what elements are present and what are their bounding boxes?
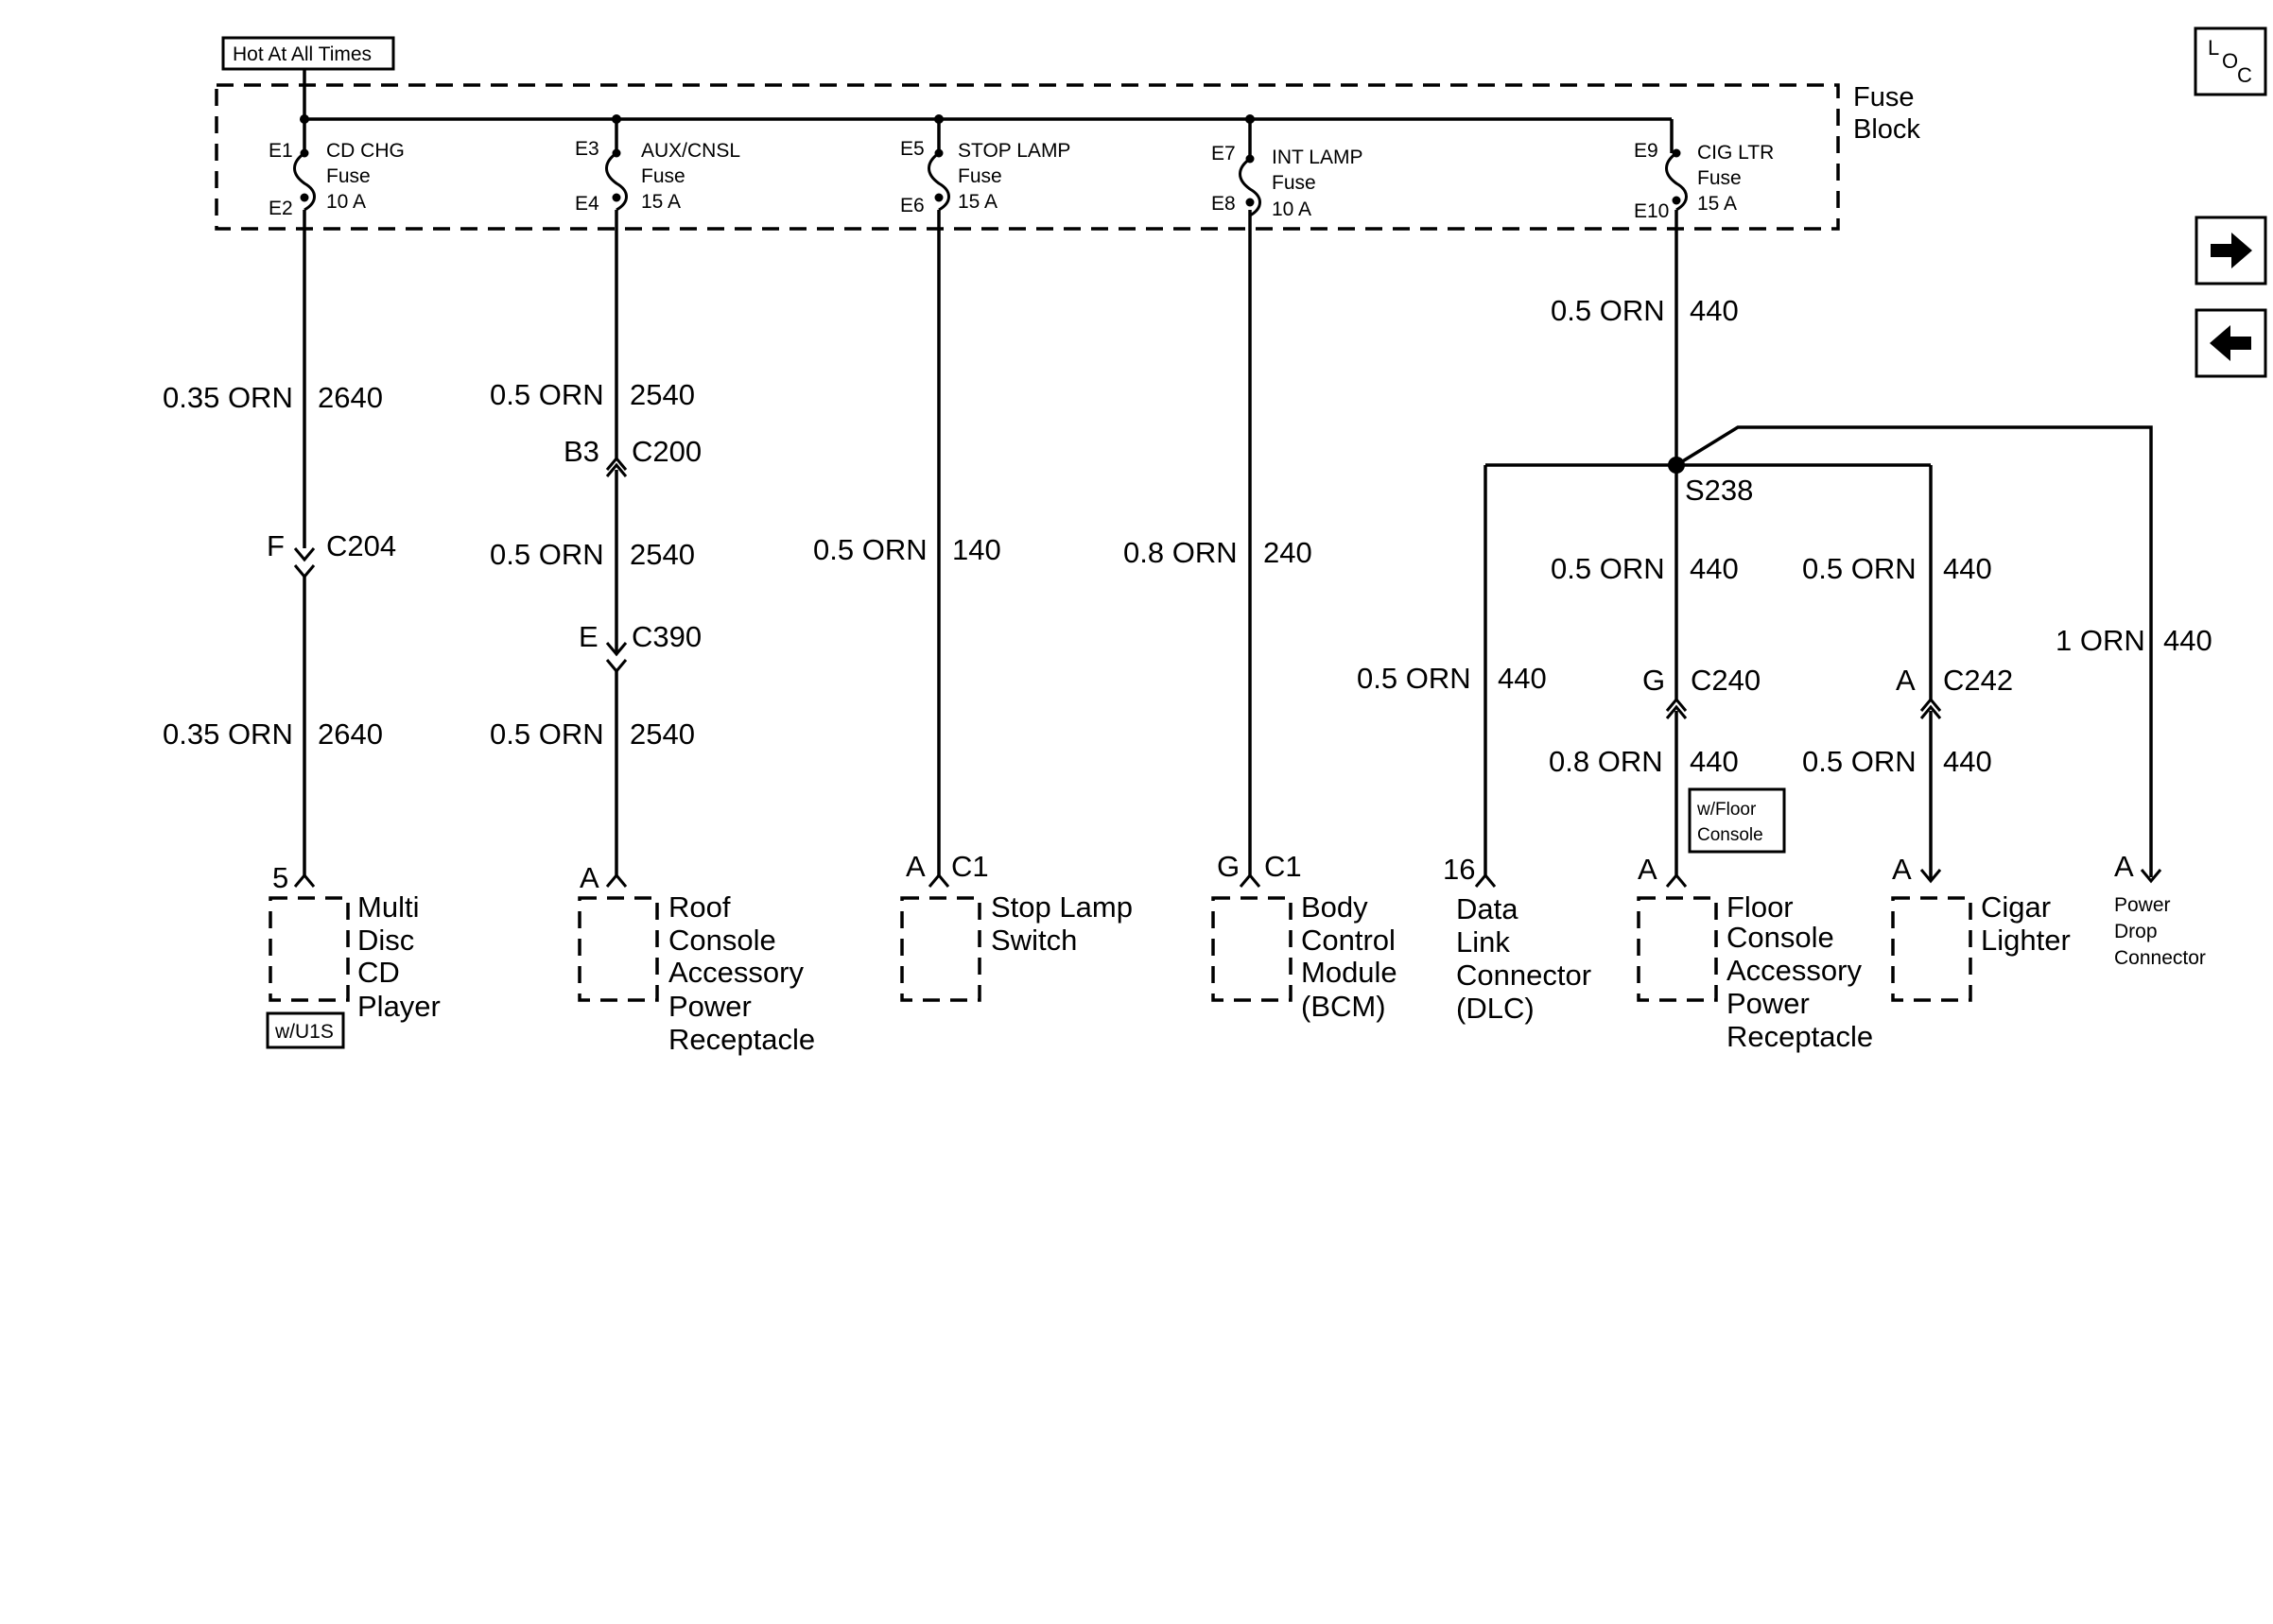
circuit-cig-ltr — [1485, 210, 2160, 881]
loc-o: O — [2222, 49, 2239, 73]
floor-upper-circuit: 440 — [1690, 552, 1739, 585]
floor-console-option-tag — [1690, 789, 1784, 852]
c390-name: C390 — [632, 620, 703, 653]
location-icon[interactable] — [2195, 28, 2265, 95]
c200-name: C200 — [632, 435, 703, 468]
fuse-cd-chg-name: CD CHG — [326, 140, 405, 162]
fuse-block-label-1: Fuse — [1853, 82, 1915, 112]
fuse-cd-chg-rating: 10 A — [326, 191, 367, 213]
cd-player-line-3: CD — [357, 956, 400, 989]
fuse-int-lamp-name: INT LAMP — [1272, 147, 1363, 168]
fuse-cig-ltr-word: Fuse — [1697, 167, 1742, 189]
circuit-bcm — [1123, 210, 1312, 887]
c200-pin: B3 — [564, 435, 599, 468]
floor-upper-gauge: 0.5 ORN — [1551, 552, 1665, 585]
cig-main-circuit: 440 — [1690, 294, 1739, 327]
c240-name: C240 — [1691, 664, 1761, 697]
roof-3-gauge: 0.5 ORN — [490, 717, 604, 751]
cig-main-gauge: 0.5 ORN — [1551, 294, 1665, 327]
cd-player-line-4: Player — [357, 990, 441, 1023]
floor-console-line-3: Accessory — [1726, 954, 1862, 987]
stop-switch-line-1: Stop Lamp — [991, 890, 1133, 924]
pdc-circuit: 440 — [2163, 624, 2212, 657]
component-roof-console-receptacle — [580, 861, 815, 1056]
hot-label: Hot At All Times — [233, 43, 373, 65]
bcm-gauge: 0.8 ORN — [1123, 536, 1238, 569]
fuse-cig-ltr-rating: 15 A — [1697, 193, 1738, 215]
fuse-stop-lamp-top-pin: E5 — [900, 138, 925, 160]
cigar-upper-circuit: 440 — [1943, 552, 1992, 585]
hot-at-all-times-tag — [223, 38, 393, 121]
cigar-lower-gauge: 0.5 ORN — [1802, 745, 1917, 778]
cigar-upper-gauge: 0.5 ORN — [1802, 552, 1917, 585]
bcm-line-4: (BCM) — [1301, 990, 1386, 1023]
circuit-cd-player — [163, 210, 396, 887]
branch-power-drop — [2056, 624, 2212, 657]
floor-console-line-5: Receptacle — [1726, 1020, 1874, 1053]
power-drop-line-1: Power — [2114, 894, 2171, 916]
power-drop-pin: A — [2114, 850, 2134, 883]
fuse-int-lamp — [1211, 119, 1362, 220]
fuse-int-lamp-word: Fuse — [1272, 172, 1316, 194]
roof-2-gauge: 0.5 ORN — [490, 538, 604, 571]
floor-console-line-1: Floor — [1726, 890, 1794, 924]
splice-s238-label: S238 — [1685, 474, 1754, 507]
fuse-stop-lamp-bottom-pin: E6 — [900, 195, 925, 216]
c204-pin: F — [267, 529, 285, 562]
stop-switch-line-2: Switch — [991, 924, 1078, 957]
c390-pin: E — [579, 620, 599, 653]
cd-player-pin: 5 — [272, 861, 289, 894]
roof-console-line-5: Receptacle — [668, 1023, 816, 1056]
stop-switch-pin: A — [906, 850, 926, 883]
component-cigar-lighter — [1892, 853, 2071, 1000]
dlc-line-1: Data — [1456, 892, 1518, 925]
stop-switch-conn: C1 — [951, 850, 989, 883]
fuse-int-lamp-top-pin: E7 — [1211, 143, 1236, 164]
bcm-pin: G — [1217, 850, 1241, 883]
fuse-aux-cnsl — [575, 119, 740, 215]
cd-upper-gauge: 0.35 ORN — [163, 381, 293, 414]
stop-gauge: 0.5 ORN — [813, 533, 928, 566]
c204-name: C204 — [326, 529, 397, 562]
fuse-cd-chg-word: Fuse — [326, 165, 371, 187]
fuse-cig-ltr-name: CIG LTR — [1697, 142, 1775, 164]
fuse-block-label-2: Block — [1853, 114, 1920, 145]
power-drop-line-3: Connector — [2114, 947, 2206, 969]
fuse-cig-ltr-bottom-pin: E10 — [1634, 200, 1670, 222]
component-dlc — [1443, 853, 1591, 1025]
fuse-cd-chg — [269, 119, 405, 219]
component-power-drop — [2114, 850, 2206, 969]
roof-3-circuit: 2540 — [630, 717, 695, 751]
roof-1-gauge: 0.5 ORN — [490, 378, 604, 411]
loc-l: L — [2208, 36, 2220, 60]
fuse-aux-cnsl-bottom-pin: E4 — [575, 193, 599, 215]
floor-lower-circuit: 440 — [1690, 745, 1739, 778]
dlc-pin: 16 — [1443, 853, 1476, 886]
floor-console-line-2: Console — [1726, 921, 1834, 954]
roof-console-pin: A — [580, 861, 599, 894]
c242-pin: A — [1896, 664, 1916, 697]
dlc-line-4: (DLC) — [1456, 992, 1535, 1025]
c240-pin: G — [1642, 664, 1666, 697]
fuse-int-lamp-bottom-pin: E8 — [1211, 193, 1236, 215]
fuse-aux-cnsl-name: AUX/CNSL — [641, 140, 741, 162]
cd-lower-gauge: 0.35 ORN — [163, 717, 293, 751]
circuit-stop-lamp — [813, 210, 1001, 887]
bcm-circuit: 240 — [1263, 536, 1312, 569]
fuse-stop-lamp-name: STOP LAMP — [958, 140, 1071, 162]
dlc-line-3: Connector — [1456, 959, 1592, 992]
roof-console-line-1: Roof — [668, 890, 731, 924]
fuse-stop-lamp-word: Fuse — [958, 165, 1002, 187]
bcm-line-3: Module — [1301, 956, 1397, 989]
branch-cigar-lighter — [1802, 465, 2013, 881]
pdc-gauge: 1 ORN — [2056, 624, 2145, 657]
floor-console-pin: A — [1638, 853, 1657, 886]
roof-console-line-4: Power — [668, 990, 752, 1023]
cd-player-line-2: Disc — [357, 924, 415, 957]
dlc-gauge: 0.5 ORN — [1357, 662, 1471, 695]
circuit-roof-console — [490, 210, 702, 887]
component-bcm — [1213, 850, 1397, 1023]
fuse-stop-lamp — [900, 119, 1070, 216]
fuse-aux-cnsl-top-pin: E3 — [575, 138, 599, 160]
floor-console-line-4: Power — [1726, 987, 1810, 1020]
cigar-lighter-pin: A — [1892, 853, 1912, 886]
bcm-line-1: Body — [1301, 890, 1368, 924]
fuse-stop-lamp-rating: 15 A — [958, 191, 998, 213]
fuse-aux-cnsl-word: Fuse — [641, 165, 685, 187]
bcm-conn: C1 — [1264, 850, 1302, 883]
fuse-aux-cnsl-rating: 15 A — [641, 191, 682, 213]
u1s-option-tag — [268, 1013, 343, 1047]
fuse-cd-chg-top-pin: E1 — [269, 140, 293, 162]
cd-upper-circuit: 2640 — [318, 381, 383, 414]
power-drop-line-2: Drop — [2114, 921, 2158, 942]
cd-lower-circuit: 2640 — [318, 717, 383, 751]
fuse-cig-ltr-top-pin: E9 — [1634, 140, 1658, 162]
roof-console-line-3: Accessory — [668, 956, 804, 989]
branch-dlc — [1357, 465, 1547, 887]
component-cd-player — [268, 861, 441, 1047]
bcm-line-2: Control — [1301, 924, 1396, 957]
cigar-lighter-line-2: Lighter — [1981, 924, 2071, 957]
roof-2-circuit: 2540 — [630, 538, 695, 571]
fuse-cd-chg-bottom-pin: E2 — [269, 198, 293, 219]
dlc-line-2: Link — [1456, 925, 1510, 959]
fuse-int-lamp-rating: 10 A — [1272, 199, 1312, 220]
arrow-right-icon[interactable] — [2196, 217, 2265, 284]
floor-option-line1: w/Floor — [1697, 800, 1757, 820]
roof-1-circuit: 2540 — [630, 378, 695, 411]
floor-option-line2: Console — [1697, 825, 1763, 845]
u1s-option-label: w/U1S — [275, 1021, 334, 1043]
dlc-circuit: 440 — [1498, 662, 1547, 695]
loc-c: C — [2237, 63, 2252, 87]
arrow-left-icon[interactable] — [2196, 310, 2265, 376]
cigar-lighter-line-1: Cigar — [1981, 890, 2052, 924]
c242-name: C242 — [1943, 664, 2014, 697]
branch-floor-console — [1549, 465, 1784, 887]
component-stop-lamp-switch — [902, 850, 1133, 1000]
component-floor-console-receptacle — [1638, 853, 1873, 1053]
stop-circuit: 140 — [952, 533, 1001, 566]
fuse-cig-ltr — [1634, 119, 1774, 222]
cd-player-line-1: Multi — [357, 890, 420, 924]
cigar-lower-circuit: 440 — [1943, 745, 1992, 778]
roof-console-line-2: Console — [668, 924, 776, 957]
floor-lower-gauge: 0.8 ORN — [1549, 745, 1663, 778]
